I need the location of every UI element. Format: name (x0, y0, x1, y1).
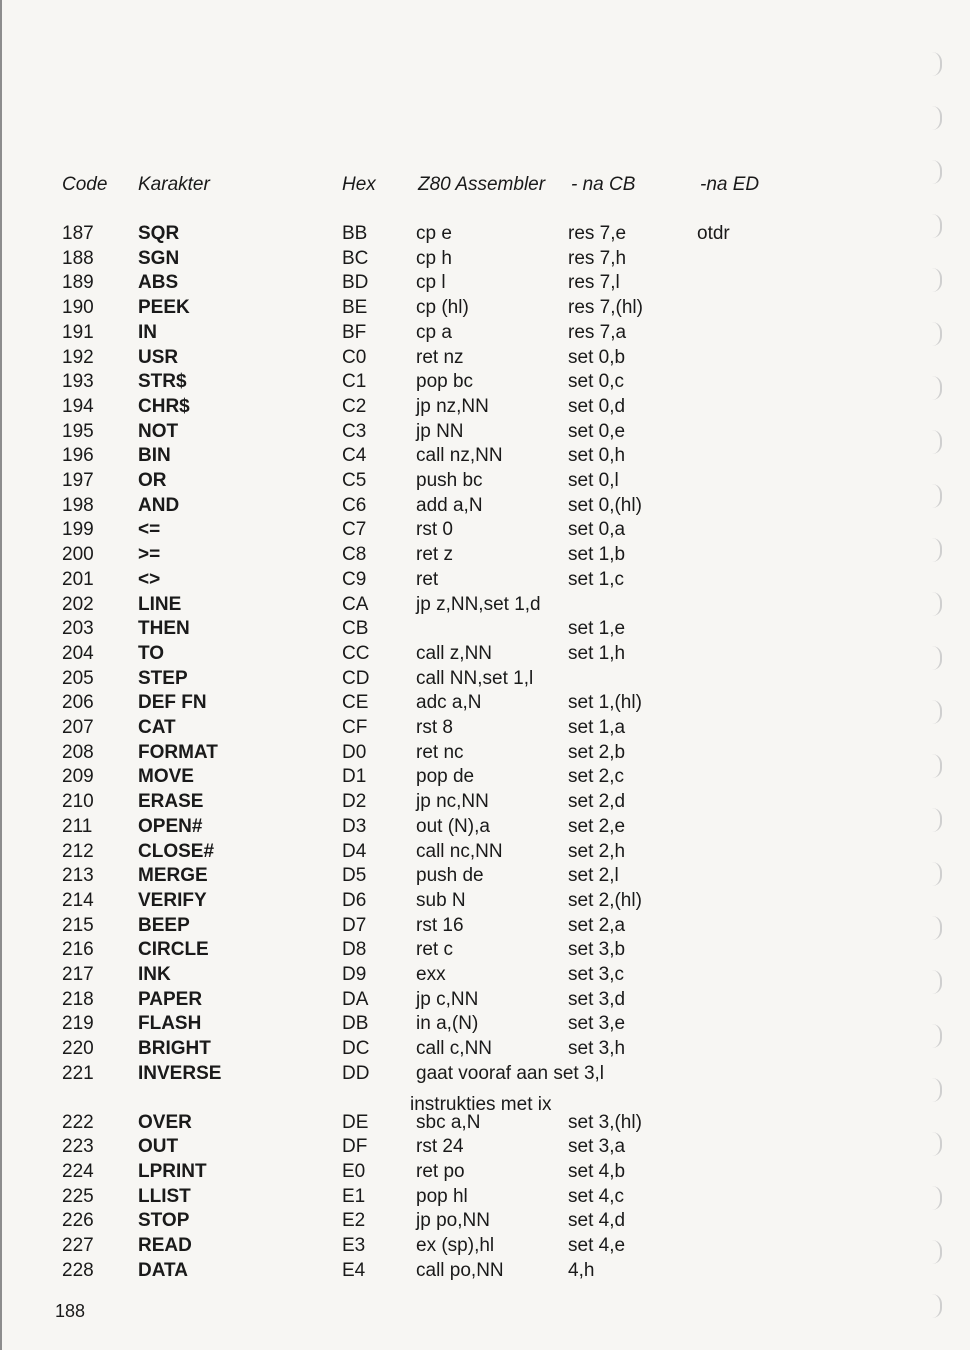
cell-karakter: OVER (138, 1111, 192, 1133)
cell-assembler: pop de (416, 766, 475, 788)
header-karakter: Karakter (138, 174, 210, 195)
cell-na-cb: set 1,b (568, 544, 626, 566)
cell-code: 218 (62, 988, 94, 1010)
cell-code: 222 (62, 1111, 94, 1133)
cell-karakter: ERASE (138, 791, 204, 813)
cell-na-cb: set 3,d (568, 988, 626, 1010)
table-row (0, 469, 970, 493)
cell-karakter: BEEP (138, 914, 190, 936)
cell-assembler: jp nz,NN (416, 395, 489, 417)
cell-hex: CF (342, 717, 368, 738)
cell-karakter: OR (138, 470, 167, 491)
cell-assembler: gaat vooraf aan set 3,l (416, 1062, 605, 1084)
cell-na-cb: set 4,d (568, 1210, 626, 1232)
cell-code: 213 (62, 865, 94, 887)
cell-assembler: rst 24 (416, 1136, 464, 1158)
cell-assembler: ret nc (416, 741, 464, 763)
cell-code: 225 (62, 1185, 94, 1207)
cell-hex: E1 (342, 1185, 366, 1207)
table-row (0, 988, 970, 1012)
cell-karakter: AND (138, 494, 180, 516)
table-row (0, 914, 970, 938)
cell-assembler: exx (416, 964, 446, 985)
cell-code: 201 (62, 568, 94, 590)
cell-karakter: SQR (138, 223, 180, 244)
cell-hex: D4 (342, 840, 367, 862)
cell-hex: D0 (342, 741, 367, 763)
cell-hex: CA (342, 593, 369, 615)
cell-code: 198 (62, 494, 94, 516)
cell-assembler: pop hl (416, 1185, 468, 1207)
cell-hex: DE (342, 1111, 369, 1133)
table-row (0, 296, 970, 320)
cell-na-cb: set 2,c (568, 766, 624, 788)
table-row (0, 1259, 970, 1283)
cell-code: 209 (62, 766, 94, 788)
cell-hex: D1 (342, 766, 367, 788)
binding-mark (926, 268, 942, 292)
cell-na-cb: res 7,a (568, 321, 627, 343)
cell-hex: C2 (342, 395, 367, 417)
binding-mark (926, 1024, 942, 1048)
table-row (0, 543, 970, 567)
table-row (0, 321, 970, 345)
cell-hex: CC (342, 642, 370, 664)
cell-karakter: VERIFY (138, 889, 207, 911)
table-row (0, 815, 970, 839)
table-row (0, 938, 970, 962)
cell-code: 214 (62, 889, 94, 911)
header-code: Code (62, 174, 108, 195)
cell-hex: C7 (342, 519, 367, 541)
cell-assembler: rst 16 (416, 914, 464, 936)
continuation-text: instrukties met ix (410, 1094, 552, 1115)
table-row (0, 395, 970, 419)
cell-code: 216 (62, 939, 94, 961)
cell-karakter: NOT (138, 420, 179, 442)
table-row (0, 642, 970, 666)
cell-code: 191 (62, 321, 94, 343)
cell-karakter: PEEK (138, 297, 190, 319)
binding-mark (926, 214, 942, 238)
table-row (0, 370, 970, 394)
cell-code: 187 (62, 223, 94, 244)
cell-assembler: call NN,set 1,l (416, 667, 534, 689)
cell-assembler: call nz,NN (416, 445, 503, 467)
cell-assembler: ret (416, 568, 439, 590)
cell-assembler: rst 8 (416, 717, 453, 738)
cell-hex: C3 (342, 420, 367, 442)
cell-na-cb: res 7,h (568, 247, 627, 269)
cell-hex: BF (342, 321, 367, 343)
table-row (0, 617, 970, 641)
cell-code: 192 (62, 346, 94, 368)
cell-na-ed: otdr (697, 223, 730, 244)
table-row (0, 765, 970, 789)
cell-hex: E2 (342, 1210, 366, 1232)
cell-code: 224 (62, 1160, 94, 1182)
cell-na-cb: set 2,(hl) (568, 889, 642, 911)
table-row (0, 1037, 970, 1061)
cell-assembler: sub N (416, 889, 466, 911)
header-hex: Hex (342, 174, 376, 195)
cell-assembler: ex (sp),hl (416, 1235, 495, 1256)
cell-hex: DF (342, 1136, 368, 1158)
table-row (0, 1209, 970, 1233)
cell-karakter: BRIGHT (138, 1038, 211, 1060)
cell-hex: D5 (342, 865, 367, 887)
cell-karakter: IN (138, 321, 157, 343)
cell-na-cb: set 0,c (568, 371, 624, 393)
cell-hex: CD (342, 667, 370, 689)
binding-mark (926, 52, 942, 76)
cell-hex: E0 (342, 1160, 366, 1182)
cell-assembler: ret z (416, 544, 453, 566)
binding-mark (926, 700, 942, 724)
cell-code: 205 (62, 667, 94, 689)
cell-code: 197 (62, 470, 94, 491)
cell-hex: C8 (342, 544, 367, 566)
table-row (0, 271, 970, 295)
cell-karakter: INK (138, 964, 171, 985)
cell-karakter: <> (138, 568, 161, 590)
cell-assembler: sbc a,N (416, 1111, 481, 1133)
cell-assembler: cp e (416, 223, 452, 244)
cell-karakter: OPEN# (138, 815, 203, 837)
binding-mark (926, 862, 942, 886)
cell-karakter: USR (138, 346, 179, 368)
table-row (0, 1185, 970, 1209)
cell-code: 200 (62, 544, 94, 566)
cell-na-cb: set 2,l (568, 865, 619, 887)
cell-assembler: cp h (416, 247, 452, 269)
table-row (0, 1062, 970, 1086)
cell-code: 190 (62, 297, 94, 319)
cell-assembler: add a,N (416, 494, 483, 516)
cell-hex: D6 (342, 889, 367, 911)
cell-karakter: LLIST (138, 1185, 191, 1207)
cell-code: 217 (62, 964, 94, 985)
cell-assembler: jp NN (416, 420, 464, 442)
cell-hex: D3 (342, 815, 367, 837)
cell-assembler: out (N),a (416, 815, 490, 837)
cell-karakter: >= (138, 544, 161, 566)
binding-mark (926, 430, 942, 454)
cell-code: 220 (62, 1038, 94, 1060)
cell-karakter: ABS (138, 272, 179, 294)
cell-karakter: BIN (138, 445, 171, 467)
cell-code: 226 (62, 1210, 94, 1232)
cell-karakter: LPRINT (138, 1160, 207, 1182)
table-row (0, 1234, 970, 1258)
cell-hex: D7 (342, 914, 367, 936)
cell-assembler: cp l (416, 272, 446, 294)
binding-mark (926, 1240, 942, 1264)
cell-hex: DD (342, 1062, 370, 1084)
binding-mark (926, 538, 942, 562)
cell-na-cb: set 0,e (568, 420, 626, 442)
cell-hex: CE (342, 692, 369, 714)
cell-karakter: STEP (138, 667, 188, 689)
cell-code: 219 (62, 1013, 94, 1035)
cell-hex: C4 (342, 445, 367, 467)
cell-na-cb: set 3,(hl) (568, 1111, 642, 1133)
cell-assembler: call z,NN (416, 642, 493, 664)
cell-assembler: call po,NN (416, 1259, 504, 1281)
cell-code: 223 (62, 1136, 94, 1158)
cell-hex: DC (342, 1038, 370, 1060)
cell-hex: D8 (342, 939, 367, 961)
cell-karakter: DEF FN (138, 692, 207, 714)
cell-na-cb: res 7,l (568, 272, 620, 294)
table-row (0, 444, 970, 468)
binding-mark (926, 1078, 942, 1102)
cell-na-cb: set 3,b (568, 939, 626, 961)
cell-na-cb: set 0,d (568, 395, 626, 417)
cell-assembler: call nc,NN (416, 840, 503, 862)
cell-na-cb: set 3,a (568, 1136, 626, 1158)
table-row (0, 346, 970, 370)
cell-karakter: CIRCLE (138, 939, 209, 961)
cell-hex: BE (342, 297, 368, 319)
cell-na-cb: set 2,e (568, 815, 626, 837)
cell-code: 195 (62, 420, 94, 442)
table-row (0, 889, 970, 913)
cell-na-cb: set 2,d (568, 791, 626, 813)
cell-karakter: INVERSE (138, 1062, 222, 1084)
cell-karakter: MOVE (138, 766, 194, 788)
table-row (0, 667, 970, 691)
cell-karakter: SGN (138, 247, 180, 269)
cell-karakter: STR$ (138, 371, 187, 393)
cell-hex: C5 (342, 470, 367, 491)
cell-code: 204 (62, 642, 94, 664)
cell-na-cb: set 1,e (568, 618, 626, 640)
cell-na-cb: set 0,h (568, 445, 626, 467)
binding-mark (926, 592, 942, 616)
cell-na-cb: res 7,(hl) (568, 297, 643, 319)
binding-mark (926, 916, 942, 940)
cell-code: 206 (62, 692, 94, 714)
cell-assembler: rst 0 (416, 519, 453, 541)
cell-code: 196 (62, 445, 94, 467)
cell-na-cb: set 0,l (568, 470, 619, 491)
cell-na-cb: set 3,e (568, 1013, 626, 1035)
cell-na-cb: res 7,e (568, 223, 627, 244)
cell-code: 228 (62, 1259, 94, 1281)
cell-code: 203 (62, 618, 94, 640)
table-row (0, 1160, 970, 1184)
cell-assembler: call c,NN (416, 1038, 493, 1060)
header-na-cb: - na CB (571, 174, 636, 195)
cell-assembler: jp z,NN,set 1,d (416, 593, 541, 615)
binding-mark (926, 1132, 942, 1156)
binding-mark (926, 1186, 942, 1210)
cell-na-cb: set 4,b (568, 1160, 626, 1182)
table-row (0, 741, 970, 765)
cell-hex: CB (342, 618, 369, 640)
cell-karakter: CAT (138, 717, 176, 738)
binding-mark (926, 808, 942, 832)
table-row (0, 691, 970, 715)
cell-assembler: adc a,N (416, 692, 482, 714)
cell-code: 199 (62, 519, 94, 541)
cell-karakter: FLASH (138, 1013, 202, 1035)
cell-assembler: jp po,NN (416, 1210, 490, 1232)
cell-code: 211 (62, 815, 93, 837)
cell-code: 208 (62, 741, 94, 763)
binding-mark (926, 970, 942, 994)
cell-code: 193 (62, 371, 94, 393)
binding-mark (926, 160, 942, 184)
cell-karakter: TO (138, 642, 165, 664)
cell-na-cb: set 4,e (568, 1235, 626, 1256)
cell-assembler: push bc (416, 470, 483, 491)
table-row (0, 420, 970, 444)
cell-assembler: ret c (416, 939, 453, 961)
cell-na-cb: set 3,h (568, 1038, 626, 1060)
cell-na-cb: set 2,b (568, 741, 626, 763)
cell-karakter: STOP (138, 1210, 190, 1232)
cell-hex: BD (342, 272, 369, 294)
cell-karakter: <= (138, 519, 161, 541)
table-row (0, 1012, 970, 1036)
table-row (0, 494, 970, 518)
binding-mark (926, 1294, 942, 1318)
table-row (0, 568, 970, 592)
cell-hex: DB (342, 1013, 369, 1035)
cell-na-cb: set 1,(hl) (568, 692, 642, 714)
cell-na-cb: set 1,c (568, 568, 624, 590)
cell-na-cb: set 0,(hl) (568, 494, 642, 516)
cell-karakter: THEN (138, 618, 190, 640)
table-row (0, 247, 970, 271)
cell-hex: C1 (342, 371, 367, 393)
cell-assembler: push de (416, 865, 484, 887)
cell-na-cb: set 4,c (568, 1185, 624, 1207)
cell-karakter: PAPER (138, 988, 203, 1010)
cell-hex: C6 (342, 494, 367, 516)
cell-karakter: OUT (138, 1136, 179, 1158)
cell-assembler: pop bc (416, 371, 474, 393)
table-row (0, 716, 970, 740)
cell-karakter: CLOSE# (138, 840, 215, 862)
table-row (0, 963, 970, 987)
binding-mark (926, 646, 942, 670)
cell-na-cb: set 0,a (568, 519, 626, 541)
header-na-ed: -na ED (700, 174, 760, 195)
cell-karakter: LINE (138, 593, 182, 615)
cell-code: 188 (62, 247, 94, 269)
cell-code: 212 (62, 840, 94, 862)
cell-na-cb: 4,h (568, 1259, 595, 1281)
cell-code: 189 (62, 272, 94, 294)
cell-na-cb: set 1,a (568, 717, 626, 738)
cell-hex: E4 (342, 1259, 366, 1281)
cell-na-cb: set 2,h (568, 840, 626, 862)
table-row (0, 864, 970, 888)
cell-hex: C9 (342, 568, 367, 590)
table-row (0, 790, 970, 814)
page-number: 188 (55, 1301, 86, 1321)
binding-mark (926, 754, 942, 778)
table-row (0, 840, 970, 864)
binding-mark (926, 376, 942, 400)
binding-mark (926, 106, 942, 130)
cell-code: 202 (62, 593, 94, 615)
cell-na-cb: set 2,a (568, 914, 626, 936)
cell-hex: E3 (342, 1235, 366, 1256)
cell-karakter: MERGE (138, 865, 208, 887)
cell-code: 221 (62, 1062, 94, 1084)
cell-assembler: ret po (416, 1160, 465, 1182)
cell-hex: D2 (342, 791, 367, 813)
binding-mark (926, 322, 942, 346)
cell-assembler: in a,(N) (416, 1013, 479, 1035)
cell-karakter: CHR$ (138, 395, 190, 417)
cell-code: 215 (62, 914, 94, 936)
table-row (0, 518, 970, 542)
cell-assembler: ret nz (416, 346, 464, 368)
cell-na-cb: set 3,c (568, 964, 624, 985)
cell-na-cb: set 0,b (568, 346, 626, 368)
cell-karakter: READ (138, 1235, 192, 1256)
cell-karakter: DATA (138, 1259, 188, 1281)
cell-code: 210 (62, 791, 94, 813)
table-row (0, 593, 970, 617)
cell-hex: DA (342, 988, 369, 1010)
binding-mark (926, 484, 942, 508)
header-assembler: Z80 Assembler (418, 174, 546, 195)
table-row (0, 1135, 970, 1159)
table-row (0, 222, 970, 246)
cell-hex: BB (342, 223, 368, 244)
cell-assembler: cp (hl) (416, 297, 469, 319)
cell-code: 194 (62, 395, 94, 417)
cell-code: 207 (62, 717, 94, 738)
cell-na-cb: set 1,h (568, 642, 626, 664)
cell-assembler: jp c,NN (416, 988, 479, 1010)
cell-karakter: FORMAT (138, 741, 218, 763)
cell-hex: BC (342, 247, 369, 269)
cell-hex: D9 (342, 964, 367, 985)
cell-assembler: jp nc,NN (416, 791, 489, 813)
cell-hex: C0 (342, 346, 367, 368)
cell-code: 227 (62, 1235, 94, 1256)
cell-assembler: cp a (416, 321, 452, 343)
